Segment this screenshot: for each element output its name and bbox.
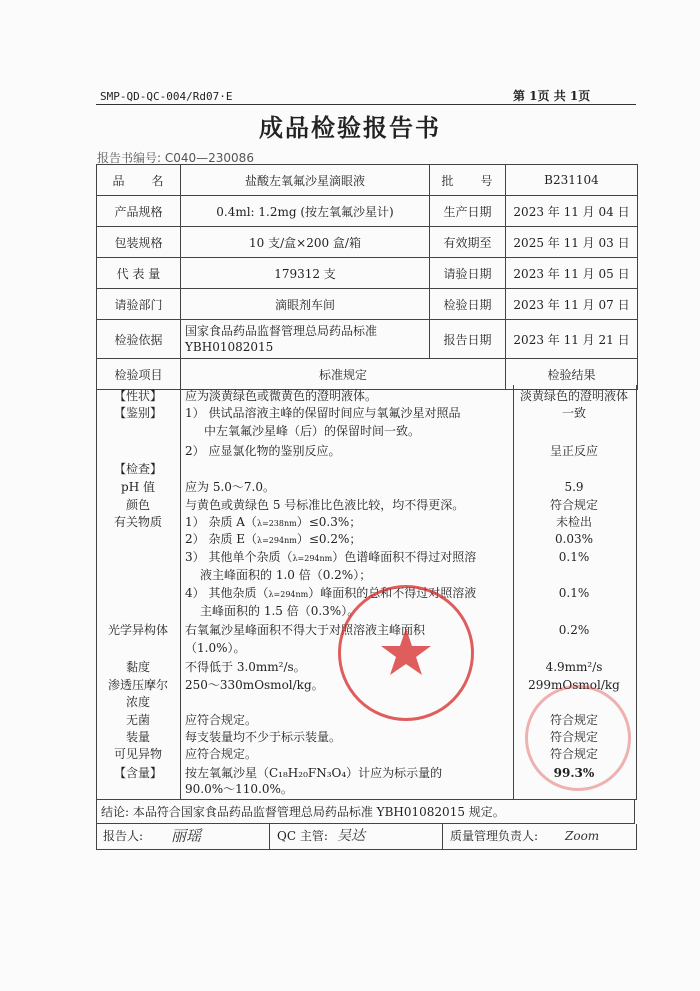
viscosity-label: 黏度 xyxy=(125,660,150,674)
color-standard: 与黄色或黄绿色 5 号标准比色液比较，均不得更深。 xyxy=(185,498,465,512)
traits-standard: 应为淡黄绿色或微黄色的澄明液体。 xyxy=(185,389,378,403)
related-result-2: 0.03% xyxy=(554,532,594,546)
wavelength: λ=238nm xyxy=(256,519,297,528)
ph-label: pH 值 xyxy=(121,480,155,494)
product-name-value: 盐酸左氧氟沙星滴眼液 xyxy=(181,165,430,196)
table-row xyxy=(97,258,638,289)
test-date-label: 检验日期 xyxy=(430,289,506,320)
expiry-label: 有效期至 xyxy=(430,227,506,258)
header-rule xyxy=(96,104,636,105)
ident-result-2: 呈正反应 xyxy=(549,444,598,458)
request-date-value: 2023 年 11 月 05 日 xyxy=(506,258,638,289)
osmolality-label-2: 浓度 xyxy=(125,695,150,709)
company-seal-stamp xyxy=(338,585,474,721)
table-row xyxy=(97,196,638,227)
visible-particles-label: 可见异物 xyxy=(113,747,162,761)
sterility-standard: 应符合规定。 xyxy=(185,713,258,727)
optical-result: 0.2% xyxy=(558,623,590,637)
related-std-4b: 主峰面积的 1.5 倍（0.3%）。 xyxy=(200,604,360,618)
qa-head-label: 质量管理负责人: xyxy=(450,829,539,843)
secondary-seal-stamp xyxy=(525,685,631,791)
related-std-2 xyxy=(185,531,510,549)
sterility-result: 符合规定 xyxy=(549,713,598,727)
ident-standard-2: 2） 应显氯化物的鉴别反应。 xyxy=(185,444,341,458)
column-divider xyxy=(269,824,270,849)
check-label: 【检查】 xyxy=(113,462,162,476)
osmolality-standard: 250～330mOsmol/kg。 xyxy=(185,678,324,692)
star-icon xyxy=(341,588,471,718)
related-result-1: 未检出 xyxy=(555,515,592,529)
table-row xyxy=(97,320,638,359)
optical-standard-2: （1.0%）。 xyxy=(185,641,246,655)
color-result: 符合规定 xyxy=(549,498,598,512)
column-divider xyxy=(180,385,181,799)
column-divider xyxy=(442,824,443,849)
related-std-3b: 液主峰面积的 1.0 倍（0.2%）； xyxy=(200,568,372,582)
osmolality-label: 渗透压摩尔 xyxy=(107,678,168,692)
assay-result: 99.3% xyxy=(553,766,595,780)
traits-label: 【性状】 xyxy=(113,389,162,403)
related-std-1 xyxy=(185,514,510,532)
mfg-date-label: 生产日期 xyxy=(430,196,506,227)
fill-volume-standard: 每支装量均不少于标示装量。 xyxy=(185,730,342,744)
text: 3） 其他单个杂质（ xyxy=(185,550,293,564)
fill-volume-label: 装量 xyxy=(125,730,150,744)
batch-value: B231104 xyxy=(506,165,638,196)
color-label: 颜色 xyxy=(125,498,150,512)
col-header-result: 检验结果 xyxy=(506,359,638,390)
table-row xyxy=(97,227,638,258)
table-row xyxy=(97,165,638,196)
wavelength: λ=294nm xyxy=(292,554,333,563)
related-result-3: 0.1% xyxy=(558,550,590,564)
qc-signature: 吴达 xyxy=(337,828,365,844)
text: 1） 杂质 A（ xyxy=(185,515,257,529)
dept-value: 滴眼剂车间 xyxy=(181,289,430,320)
osmolality-result: 299mOsmol/kg xyxy=(528,678,620,692)
request-date-label: 请验日期 xyxy=(430,258,506,289)
spec-value: 0.4ml: 1.2mg (按左氧氟沙星计) xyxy=(181,196,430,227)
optical-standard-1: 右氧氟沙星峰面积不得大于对照溶液主峰面积 xyxy=(185,623,426,637)
ph-standard: 应为 5.0～7.0。 xyxy=(185,480,275,494)
basis-value: 国家食品药品监督管理总局药品标准 YBH01082015 xyxy=(181,320,430,359)
page-indicator: 第 1页 共 1页 xyxy=(513,89,591,103)
basis-label: 检验依据 xyxy=(97,320,181,359)
ident-result-1: 一致 xyxy=(561,406,586,420)
pack-label: 包装规格 xyxy=(97,227,181,258)
fill-volume-result: 符合规定 xyxy=(549,730,598,744)
reporter-label: 报告人: xyxy=(103,829,144,843)
qc-supervisor-label: QC 主管: xyxy=(277,829,328,843)
text: ）≤0.3%； xyxy=(296,515,362,529)
signature-row xyxy=(96,824,637,850)
ident-standard-1: 1） 供试品溶液主峰的保留时间应与氧氟沙星对照品 xyxy=(185,406,461,420)
col-header-standard: 标准规定 xyxy=(181,359,506,390)
product-info-table xyxy=(96,164,638,390)
spec-label: 产品规格 xyxy=(97,196,181,227)
page-title: 成品检验报告书 xyxy=(259,113,441,142)
assay-standard-1: 按左氧氟沙星（C₁₈H₂₀FN₃O₄）计应为标示量的 xyxy=(185,766,443,780)
report-number: 报告书编号: C040—230086 xyxy=(97,151,254,165)
viscosity-result: 4.9mm²/s xyxy=(545,660,603,674)
sample-qty-label: 代 表 量 xyxy=(97,258,181,289)
text: 2） 杂质 E（ xyxy=(185,532,258,546)
related-substances-label: 有关物质 xyxy=(113,515,162,529)
col-header-item: 检验项目 xyxy=(97,359,181,390)
qa-signature: Zoom xyxy=(565,829,600,843)
conclusion: 结论: 本品符合国家食品药品监督管理总局药品标准 YBH01082015 规定。 xyxy=(96,799,635,824)
ident-standard-1b: 中左氧氟沙星峰（后）的保留时间一致。 xyxy=(204,424,421,438)
dept-label: 请验部门 xyxy=(97,289,181,320)
mfg-date-value: 2023 年 11 月 04 日 xyxy=(506,196,638,227)
ident-label: 【鉴别】 xyxy=(113,406,162,420)
document-code: SMP-QD-QC-004/Rd07·E xyxy=(100,90,233,103)
related-std-3 xyxy=(185,549,510,567)
wavelength: λ=294nm xyxy=(257,536,297,545)
sterility-label: 无菌 xyxy=(125,713,150,727)
expiry-value: 2025 年 11 月 03 日 xyxy=(506,227,638,258)
ph-result: 5.9 xyxy=(564,480,584,494)
text: 4） 其他杂质（ xyxy=(185,586,269,600)
optical-isomer-label: 光学异构体 xyxy=(107,623,168,637)
text: ）峰面积的总和不得过对照溶液 xyxy=(308,586,477,600)
assay-standard-2: 90.0%～110.0%。 xyxy=(185,782,293,796)
product-name-label: 品 名 xyxy=(97,165,181,196)
table-row xyxy=(97,289,638,320)
pack-value: 10 支/盒×200 盒/箱 xyxy=(181,227,430,258)
test-date-value: 2023 年 11 月 07 日 xyxy=(506,289,638,320)
traits-result: 淡黄绿色的澄明液体 xyxy=(519,389,628,403)
text: ）色谱峰面积不得过对照溶 xyxy=(332,550,477,564)
sample-qty-value: 179312 支 xyxy=(181,258,430,289)
reporter-signature: 丽瑶 xyxy=(171,827,202,845)
report-date-value: 2023 年 11 月 21 日 xyxy=(506,320,638,359)
visible-particles-result: 符合规定 xyxy=(549,747,598,761)
viscosity-standard: 不得低于 3.0mm²/s。 xyxy=(185,660,306,674)
visible-particles-standard: 应符合规定。 xyxy=(185,747,258,761)
report-date-label: 报告日期 xyxy=(430,320,506,359)
related-result-4: 0.1% xyxy=(558,586,590,600)
text: ）≤0.2%； xyxy=(296,532,362,546)
assay-label: 【含量】 xyxy=(113,766,162,780)
batch-label: 批 号 xyxy=(430,165,506,196)
wavelength: λ=294nm xyxy=(268,590,309,599)
